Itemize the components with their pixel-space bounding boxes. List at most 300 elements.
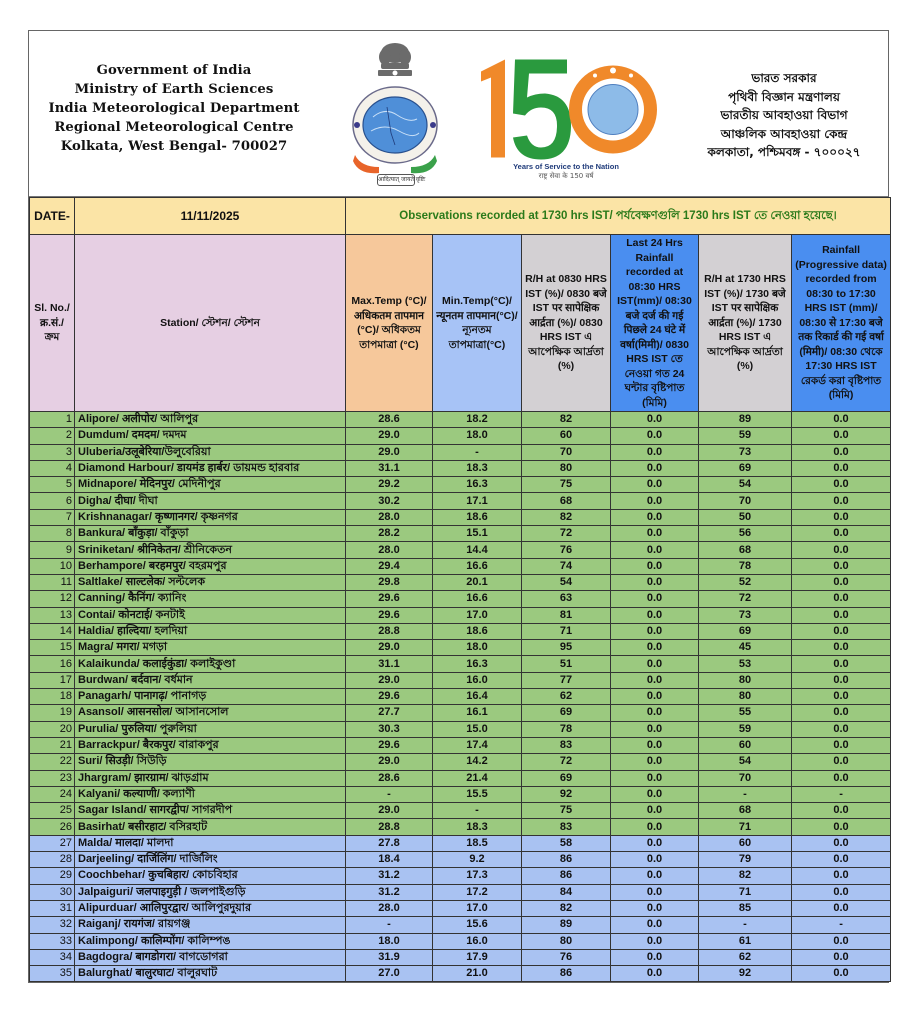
rh-0830: 83 (522, 737, 611, 753)
rh-1730: 59 (699, 428, 792, 444)
letterhead-line-bengali: পৃথিবী বিজ্ঞান মন্ত্রণালয় (728, 89, 840, 104)
sl-number: 23 (30, 770, 75, 786)
sl-number: 32 (30, 917, 75, 933)
sl-number: 2 (30, 428, 75, 444)
letterhead-line-bengali: আঞ্চলিক আবহাওয়া কেন্দ্র (720, 126, 848, 141)
max-temp: 18.0 (346, 933, 433, 949)
logo-tagline-hindi: राष्ट्र सेवा के 150 वर्ष (538, 172, 594, 180)
table-row (30, 819, 891, 835)
rain-24h: 0.0 (611, 607, 699, 623)
max-temp: 29.8 (346, 574, 433, 590)
sl-number: 22 (30, 754, 75, 770)
rh-1730: 92 (699, 966, 792, 982)
rh-0830: 76 (522, 949, 611, 965)
sl-number: 33 (30, 933, 75, 949)
rh-1730: 54 (699, 477, 792, 493)
min-temp: 18.3 (433, 460, 522, 476)
rh-1730: 50 (699, 509, 792, 525)
table-row (30, 705, 891, 721)
max-temp: 29.6 (346, 689, 433, 705)
sl-number: 31 (30, 900, 75, 916)
sl-number: 29 (30, 868, 75, 884)
col-header-rh-1730: R/H at 1730 HRS IST (%)/ 1730 बजे IST पर सापेक्षिक आर्द्रता (%)/ 1730 HRS IST এ আপেক্ষিক আর্দ্রতা (%) (699, 235, 792, 412)
min-temp: 17.2 (433, 884, 522, 900)
station-name: Purulia/ पुरुलिया/ পুরুলিয়া (75, 721, 346, 737)
rh-0830: 92 (522, 786, 611, 802)
max-temp: 30.3 (346, 721, 433, 737)
rh-0830: 60 (522, 428, 611, 444)
rain-24h: 0.0 (611, 917, 699, 933)
col-header-rh-0830: R/H at 0830 HRS IST (%)/ 0830 बजे IST पर सापेक्षिक आर्द्रता (%)/ 0830 HRS IST এ আপেক্ষিক আর্দ্রতা (%) (522, 235, 611, 412)
station-name: Digha/ दीघा/ দীঘা (75, 493, 346, 509)
rh-0830: 80 (522, 460, 611, 476)
station-name: Midnapore/ मेदिनपुर/ মেদিনীপুর (75, 477, 346, 493)
rh-1730: 80 (699, 672, 792, 688)
rh-0830: 69 (522, 705, 611, 721)
rh-0830: 82 (522, 509, 611, 525)
rh-1730: 60 (699, 835, 792, 851)
rain-24h: 0.0 (611, 754, 699, 770)
station-name: Sriniketan/ श्रीनिकेतन/ শ্রীনিকেতন (75, 542, 346, 558)
rain-progressive: 0.0 (792, 868, 891, 884)
station-name: Raiganj/ रायगंज/ রায়গঞ্জ (75, 917, 346, 933)
min-temp: - (433, 444, 522, 460)
rain-progressive: 0.0 (792, 672, 891, 688)
rh-1730: 69 (699, 460, 792, 476)
rain-progressive: 0.0 (792, 705, 891, 721)
rain-24h: 0.0 (611, 884, 699, 900)
max-temp: 31.2 (346, 884, 433, 900)
max-temp: 28.8 (346, 819, 433, 835)
max-temp: 28.0 (346, 542, 433, 558)
rh-1730: 54 (699, 754, 792, 770)
rh-1730: 73 (699, 607, 792, 623)
table-row (30, 656, 891, 672)
sl-number: 12 (30, 591, 75, 607)
station-name: Alipore/ अलीपोर/ আলিপুর (75, 412, 346, 428)
sl-number: 3 (30, 444, 75, 460)
rain-progressive: 0.0 (792, 721, 891, 737)
sl-number: 6 (30, 493, 75, 509)
rain-progressive: 0.0 (792, 949, 891, 965)
min-temp: 17.9 (433, 949, 522, 965)
max-temp: 28.0 (346, 900, 433, 916)
max-temp: 29.0 (346, 444, 433, 460)
observation-note: Observations recorded at 1730 hrs IST/ পর্যবেক্ষণগুলি 1730 hrs IST তে নেওয়া হয়েছে। (346, 198, 891, 235)
rh-1730: 85 (699, 900, 792, 916)
rh-1730: 72 (699, 591, 792, 607)
col-header-sl-no: Sl. No./ क्र.सं./ ক্রম (30, 235, 75, 412)
observation-table (29, 197, 891, 982)
sl-number: 11 (30, 574, 75, 590)
rain-progressive: 0.0 (792, 835, 891, 851)
rh-1730: - (699, 786, 792, 802)
min-temp: 17.0 (433, 607, 522, 623)
rain-progressive: 0.0 (792, 542, 891, 558)
rain-progressive: 0.0 (792, 689, 891, 705)
rain-progressive: - (792, 917, 891, 933)
weather-report-sheet (28, 30, 889, 983)
rain-24h: 0.0 (611, 591, 699, 607)
table-row (30, 477, 891, 493)
station-name: Suri/ सिउड़ी/ সিউড়ি (75, 754, 346, 770)
min-temp: 17.4 (433, 737, 522, 753)
rh-1730: 61 (699, 933, 792, 949)
rain-24h: 0.0 (611, 428, 699, 444)
min-temp: 16.6 (433, 591, 522, 607)
sl-number: 17 (30, 672, 75, 688)
sl-number: 30 (30, 884, 75, 900)
table-row (30, 460, 891, 476)
min-temp: 17.1 (433, 493, 522, 509)
date-label: DATE- (30, 198, 75, 235)
min-temp: 17.0 (433, 900, 522, 916)
rain-progressive: 0.0 (792, 526, 891, 542)
table-row (30, 526, 891, 542)
letterhead-banner (29, 31, 888, 197)
sl-number: 28 (30, 852, 75, 868)
max-temp: 29.4 (346, 558, 433, 574)
rain-progressive: 0.0 (792, 819, 891, 835)
min-temp: 14.4 (433, 542, 522, 558)
rh-1730: 73 (699, 444, 792, 460)
max-temp: 29.2 (346, 477, 433, 493)
min-temp: 21.4 (433, 770, 522, 786)
min-temp: 16.6 (433, 558, 522, 574)
min-temp: 18.6 (433, 623, 522, 639)
min-temp: 17.3 (433, 868, 522, 884)
max-temp: - (346, 786, 433, 802)
rain-24h: 0.0 (611, 933, 699, 949)
station-name: Magra/ मगरा/ মগড়া (75, 640, 346, 656)
sl-number: 5 (30, 477, 75, 493)
rain-progressive: 0.0 (792, 574, 891, 590)
max-temp: 29.0 (346, 672, 433, 688)
table-row (30, 786, 891, 802)
table-row (30, 444, 891, 460)
min-temp: 9.2 (433, 852, 522, 868)
rh-1730: 71 (699, 884, 792, 900)
rh-0830: 77 (522, 672, 611, 688)
station-name: Diamond Harbour/ डायमंड हार्बर/ ডায়মন্ড হারবার (75, 460, 346, 476)
rh-1730: 70 (699, 770, 792, 786)
sl-number: 13 (30, 607, 75, 623)
rh-0830: 84 (522, 884, 611, 900)
letterhead-line: Kolkata, West Bengal- 700027 (60, 139, 288, 154)
rh-0830: 75 (522, 803, 611, 819)
rain-24h: 0.0 (611, 460, 699, 476)
sl-number: 15 (30, 640, 75, 656)
rain-progressive: 0.0 (792, 493, 891, 509)
min-temp: 18.0 (433, 428, 522, 444)
max-temp: 28.0 (346, 509, 433, 525)
min-temp: 15.6 (433, 917, 522, 933)
rain-progressive: 0.0 (792, 754, 891, 770)
rain-24h: 0.0 (611, 803, 699, 819)
table-row (30, 672, 891, 688)
min-temp: 18.2 (433, 412, 522, 428)
rain-24h: 0.0 (611, 721, 699, 737)
station-name: Bagdogra/ बागडोगरा/ বাগডোগরা (75, 949, 346, 965)
rh-0830: 82 (522, 900, 611, 916)
max-temp: 29.0 (346, 428, 433, 444)
rain-24h: 0.0 (611, 868, 699, 884)
station-name: Sagar Island/ सागरद्वीप/ সাগরদীপ (75, 803, 346, 819)
station-name: Bankura/ बाँकुड़ा/ বাঁকুড়া (75, 526, 346, 542)
rain-24h: 0.0 (611, 770, 699, 786)
table-row (30, 933, 891, 949)
min-temp: 18.3 (433, 819, 522, 835)
station-name: Burdwan/ बर्दवान/ বর্ধমান (75, 672, 346, 688)
table-row (30, 428, 891, 444)
rh-0830: 62 (522, 689, 611, 705)
rain-24h: 0.0 (611, 737, 699, 753)
table-row (30, 868, 891, 884)
table-row (30, 542, 891, 558)
sl-number: 10 (30, 558, 75, 574)
rh-1730: 82 (699, 868, 792, 884)
station-name: Krishnanagar/ कृष्णानगर/ কৃষ্ণনগর (75, 509, 346, 525)
rh-1730: 55 (699, 705, 792, 721)
letterhead-line: Regional Meteorological Centre (54, 120, 294, 135)
station-rows (30, 412, 891, 982)
rain-24h: 0.0 (611, 623, 699, 639)
table-row (30, 721, 891, 737)
rain-24h: 0.0 (611, 852, 699, 868)
max-temp: 29.0 (346, 640, 433, 656)
max-temp: 27.7 (346, 705, 433, 721)
rain-24h: 0.0 (611, 574, 699, 590)
rain-progressive: 0.0 (792, 412, 891, 428)
max-temp: 29.0 (346, 754, 433, 770)
max-temp: 29.6 (346, 591, 433, 607)
rain-progressive: 0.0 (792, 933, 891, 949)
rh-0830: 51 (522, 656, 611, 672)
station-name: Canning/ कैनिंग/ ক্যানিং (75, 591, 346, 607)
rh-0830: 72 (522, 754, 611, 770)
sl-number: 34 (30, 949, 75, 965)
table-row (30, 509, 891, 525)
col-header-rain-progressive: Rainfall (Progressive data) recorded from 08:30 to 17:30 HRS IST (mm)/ 08:30 से 17:30 बजे तक रिकार्ड की गई वर्षा (मिमी)/ 08:30 থেকে 17:30 HRS IST রেকর্ড করা বৃষ্টিপাত (মিমি) (792, 235, 891, 412)
rh-1730: 70 (699, 493, 792, 509)
rain-progressive: 0.0 (792, 591, 891, 607)
date-row (30, 198, 891, 235)
station-name: Berhampore/ बरहमपुर/ বহরমপুর (75, 558, 346, 574)
sl-number: 8 (30, 526, 75, 542)
max-temp: 28.2 (346, 526, 433, 542)
station-name: Haldia/ हाल्दिया/ হলদিয়া (75, 623, 346, 639)
rh-1730: 80 (699, 689, 792, 705)
table-row (30, 737, 891, 753)
rh-1730: 45 (699, 640, 792, 656)
station-name: Contai/ कोनटाई/ কনটাই (75, 607, 346, 623)
station-name: Dumdum/ दमदम/ দমদম (75, 428, 346, 444)
max-temp: 28.6 (346, 412, 433, 428)
rh-1730: 53 (699, 656, 792, 672)
emblem-motto: आदित्यात् जायते वृष्टिः (377, 174, 415, 186)
sl-number: 19 (30, 705, 75, 721)
table-row (30, 884, 891, 900)
rh-1730: 89 (699, 412, 792, 428)
letterhead-line: Government of India (96, 63, 252, 78)
sl-number: 14 (30, 623, 75, 639)
rain-24h: 0.0 (611, 558, 699, 574)
rain-progressive: 0.0 (792, 509, 891, 525)
rh-0830: 78 (522, 721, 611, 737)
col-header-max-temp: Max.Temp (°C)/ अधिकतम तापमान (°C)/ অধিকতম তাপমাত্রা (°C) (346, 235, 433, 412)
table-row (30, 412, 891, 428)
rain-progressive: 0.0 (792, 444, 891, 460)
min-temp: 20.1 (433, 574, 522, 590)
letterhead-line-bengali: কলকাতা, পশ্চিমবঙ্গ - ৭০০০২৭ (707, 145, 861, 159)
rh-0830: 70 (522, 444, 611, 460)
rh-1730: 68 (699, 542, 792, 558)
imd-150-years-logo (471, 46, 661, 176)
rain-24h: 0.0 (611, 835, 699, 851)
column-header-row (30, 235, 891, 412)
min-temp: 15.0 (433, 721, 522, 737)
rain-24h: 0.0 (611, 640, 699, 656)
station-name: Uluberia/उलूबेरिया/উলুবেরিয়া (75, 444, 346, 460)
rh-0830: 58 (522, 835, 611, 851)
rh-0830: 83 (522, 819, 611, 835)
sl-number: 35 (30, 966, 75, 982)
rh-1730: 62 (699, 949, 792, 965)
station-name: Kalyani/ कल्याणी/ কল্যাণী (75, 786, 346, 802)
sl-number: 25 (30, 803, 75, 819)
rain-24h: 0.0 (611, 542, 699, 558)
min-temp: 18.6 (433, 509, 522, 525)
table-row (30, 803, 891, 819)
station-name: Jhargram/ झारग्राम/ ঝাড়গ্রাম (75, 770, 346, 786)
rh-0830: 86 (522, 868, 611, 884)
max-temp: 30.2 (346, 493, 433, 509)
rain-progressive: 0.0 (792, 623, 891, 639)
col-header-rain-24h: Last 24 Hrs Rainfall recorded at 08:30 HRS IST(mm)/ 08:30 बजे दर्ज की गई पिछले 24 घंटे में वर्षा(मिमी)/ 0830 HRS IST তে নেওয়া গত 24 ঘন্টার বৃষ্টিপাত (মিমি) (611, 235, 699, 412)
rh-0830: 68 (522, 493, 611, 509)
digit-one-shape (481, 60, 505, 158)
rh-1730: 52 (699, 574, 792, 590)
table-row (30, 770, 891, 786)
rh-1730: 69 (699, 623, 792, 639)
sl-number: 24 (30, 786, 75, 802)
rain-progressive: 0.0 (792, 884, 891, 900)
min-temp: 14.2 (433, 754, 522, 770)
table-row (30, 835, 891, 851)
table-row (30, 640, 891, 656)
table-row (30, 966, 891, 982)
bengali-letterhead (679, 69, 889, 162)
rain-progressive: 0.0 (792, 460, 891, 476)
rain-progressive: 0.0 (792, 770, 891, 786)
rh-0830: 54 (522, 574, 611, 590)
max-temp: 18.4 (346, 852, 433, 868)
rain-24h: 0.0 (611, 672, 699, 688)
station-name: Basirhat/ बसीरहाट/ বসিরহাট (75, 819, 346, 835)
sl-number: 26 (30, 819, 75, 835)
min-temp: 21.0 (433, 966, 522, 982)
table-row (30, 900, 891, 916)
letterhead-line: India Meteorological Department (48, 101, 300, 116)
sl-number: 18 (30, 689, 75, 705)
sl-number: 27 (30, 835, 75, 851)
max-temp: 29.0 (346, 803, 433, 819)
rain-24h: 0.0 (611, 444, 699, 460)
sl-number: 4 (30, 460, 75, 476)
table-row (30, 574, 891, 590)
report-date: 11/11/2025 (75, 198, 346, 235)
rain-24h: 0.0 (611, 949, 699, 965)
rain-progressive: 0.0 (792, 640, 891, 656)
min-temp: - (433, 803, 522, 819)
min-temp: 16.0 (433, 933, 522, 949)
rh-0830: 80 (522, 933, 611, 949)
max-temp: 29.6 (346, 607, 433, 623)
col-header-station: Station/ স্টেশন/ স্টেশন (75, 235, 346, 412)
rh-0830: 86 (522, 852, 611, 868)
rh-0830: 81 (522, 607, 611, 623)
rain-progressive: 0.0 (792, 737, 891, 753)
rh-1730: 59 (699, 721, 792, 737)
rain-progressive: 0.0 (792, 803, 891, 819)
max-temp: 27.0 (346, 966, 433, 982)
rh-1730: 78 (699, 558, 792, 574)
station-name: Barrackpur/ बैरकपुर/ বারাকপুর (75, 737, 346, 753)
max-temp: 27.8 (346, 835, 433, 851)
rain-24h: 0.0 (611, 509, 699, 525)
rh-1730: 68 (699, 803, 792, 819)
table-row (30, 591, 891, 607)
station-name: Asansol/ आसनसोल/ আসানসোল (75, 705, 346, 721)
letterhead-line: Ministry of Earth Sciences (74, 82, 274, 97)
table-row (30, 754, 891, 770)
min-temp: 15.1 (433, 526, 522, 542)
letterhead-line-bengali: ভারত সরকার (751, 71, 817, 85)
rh-1730: 71 (699, 819, 792, 835)
station-name: Jalpaiguri/ जलपाइगुड़ी / জলপাইগুড়ি (75, 884, 346, 900)
max-temp: 28.6 (346, 770, 433, 786)
station-name: Saltlake/ साल्टलेक/ সল্টলেক (75, 574, 346, 590)
rh-1730: 56 (699, 526, 792, 542)
rain-progressive: 0.0 (792, 428, 891, 444)
rh-0830: 69 (522, 770, 611, 786)
table-row (30, 949, 891, 965)
rain-24h: 0.0 (611, 493, 699, 509)
min-temp: 18.0 (433, 640, 522, 656)
rh-0830: 82 (522, 412, 611, 428)
station-name: Coochbehar/ कुचबिहार/ কোচবিহার (75, 868, 346, 884)
rain-progressive: 0.0 (792, 900, 891, 916)
station-name: Panagarh/ पानागढ़/ পানাগড় (75, 689, 346, 705)
rain-24h: 0.0 (611, 786, 699, 802)
letterhead-line-bengali: ভারতীয় আবহাওয়া বিভাগ (720, 108, 848, 122)
station-name: Darjeeling/ दार्जिलिंग/ দার্জিলিং (75, 852, 346, 868)
max-temp: 31.1 (346, 656, 433, 672)
rh-0830: 71 (522, 623, 611, 639)
max-temp: 29.6 (346, 737, 433, 753)
max-temp: 31.9 (346, 949, 433, 965)
col-header-min-temp: Min.Temp(°C)/ न्यूनतम तापमान(°C)/ ন্যূনতম তাপমাত্রা(°C) (433, 235, 522, 412)
rain-progressive: 0.0 (792, 558, 891, 574)
rh-0830: 86 (522, 966, 611, 982)
rain-progressive: 0.0 (792, 607, 891, 623)
max-temp: 31.1 (346, 460, 433, 476)
sl-number: 1 (30, 412, 75, 428)
sl-number: 21 (30, 737, 75, 753)
english-letterhead (29, 61, 319, 156)
rh-0830: 76 (522, 542, 611, 558)
sl-number: 16 (30, 656, 75, 672)
